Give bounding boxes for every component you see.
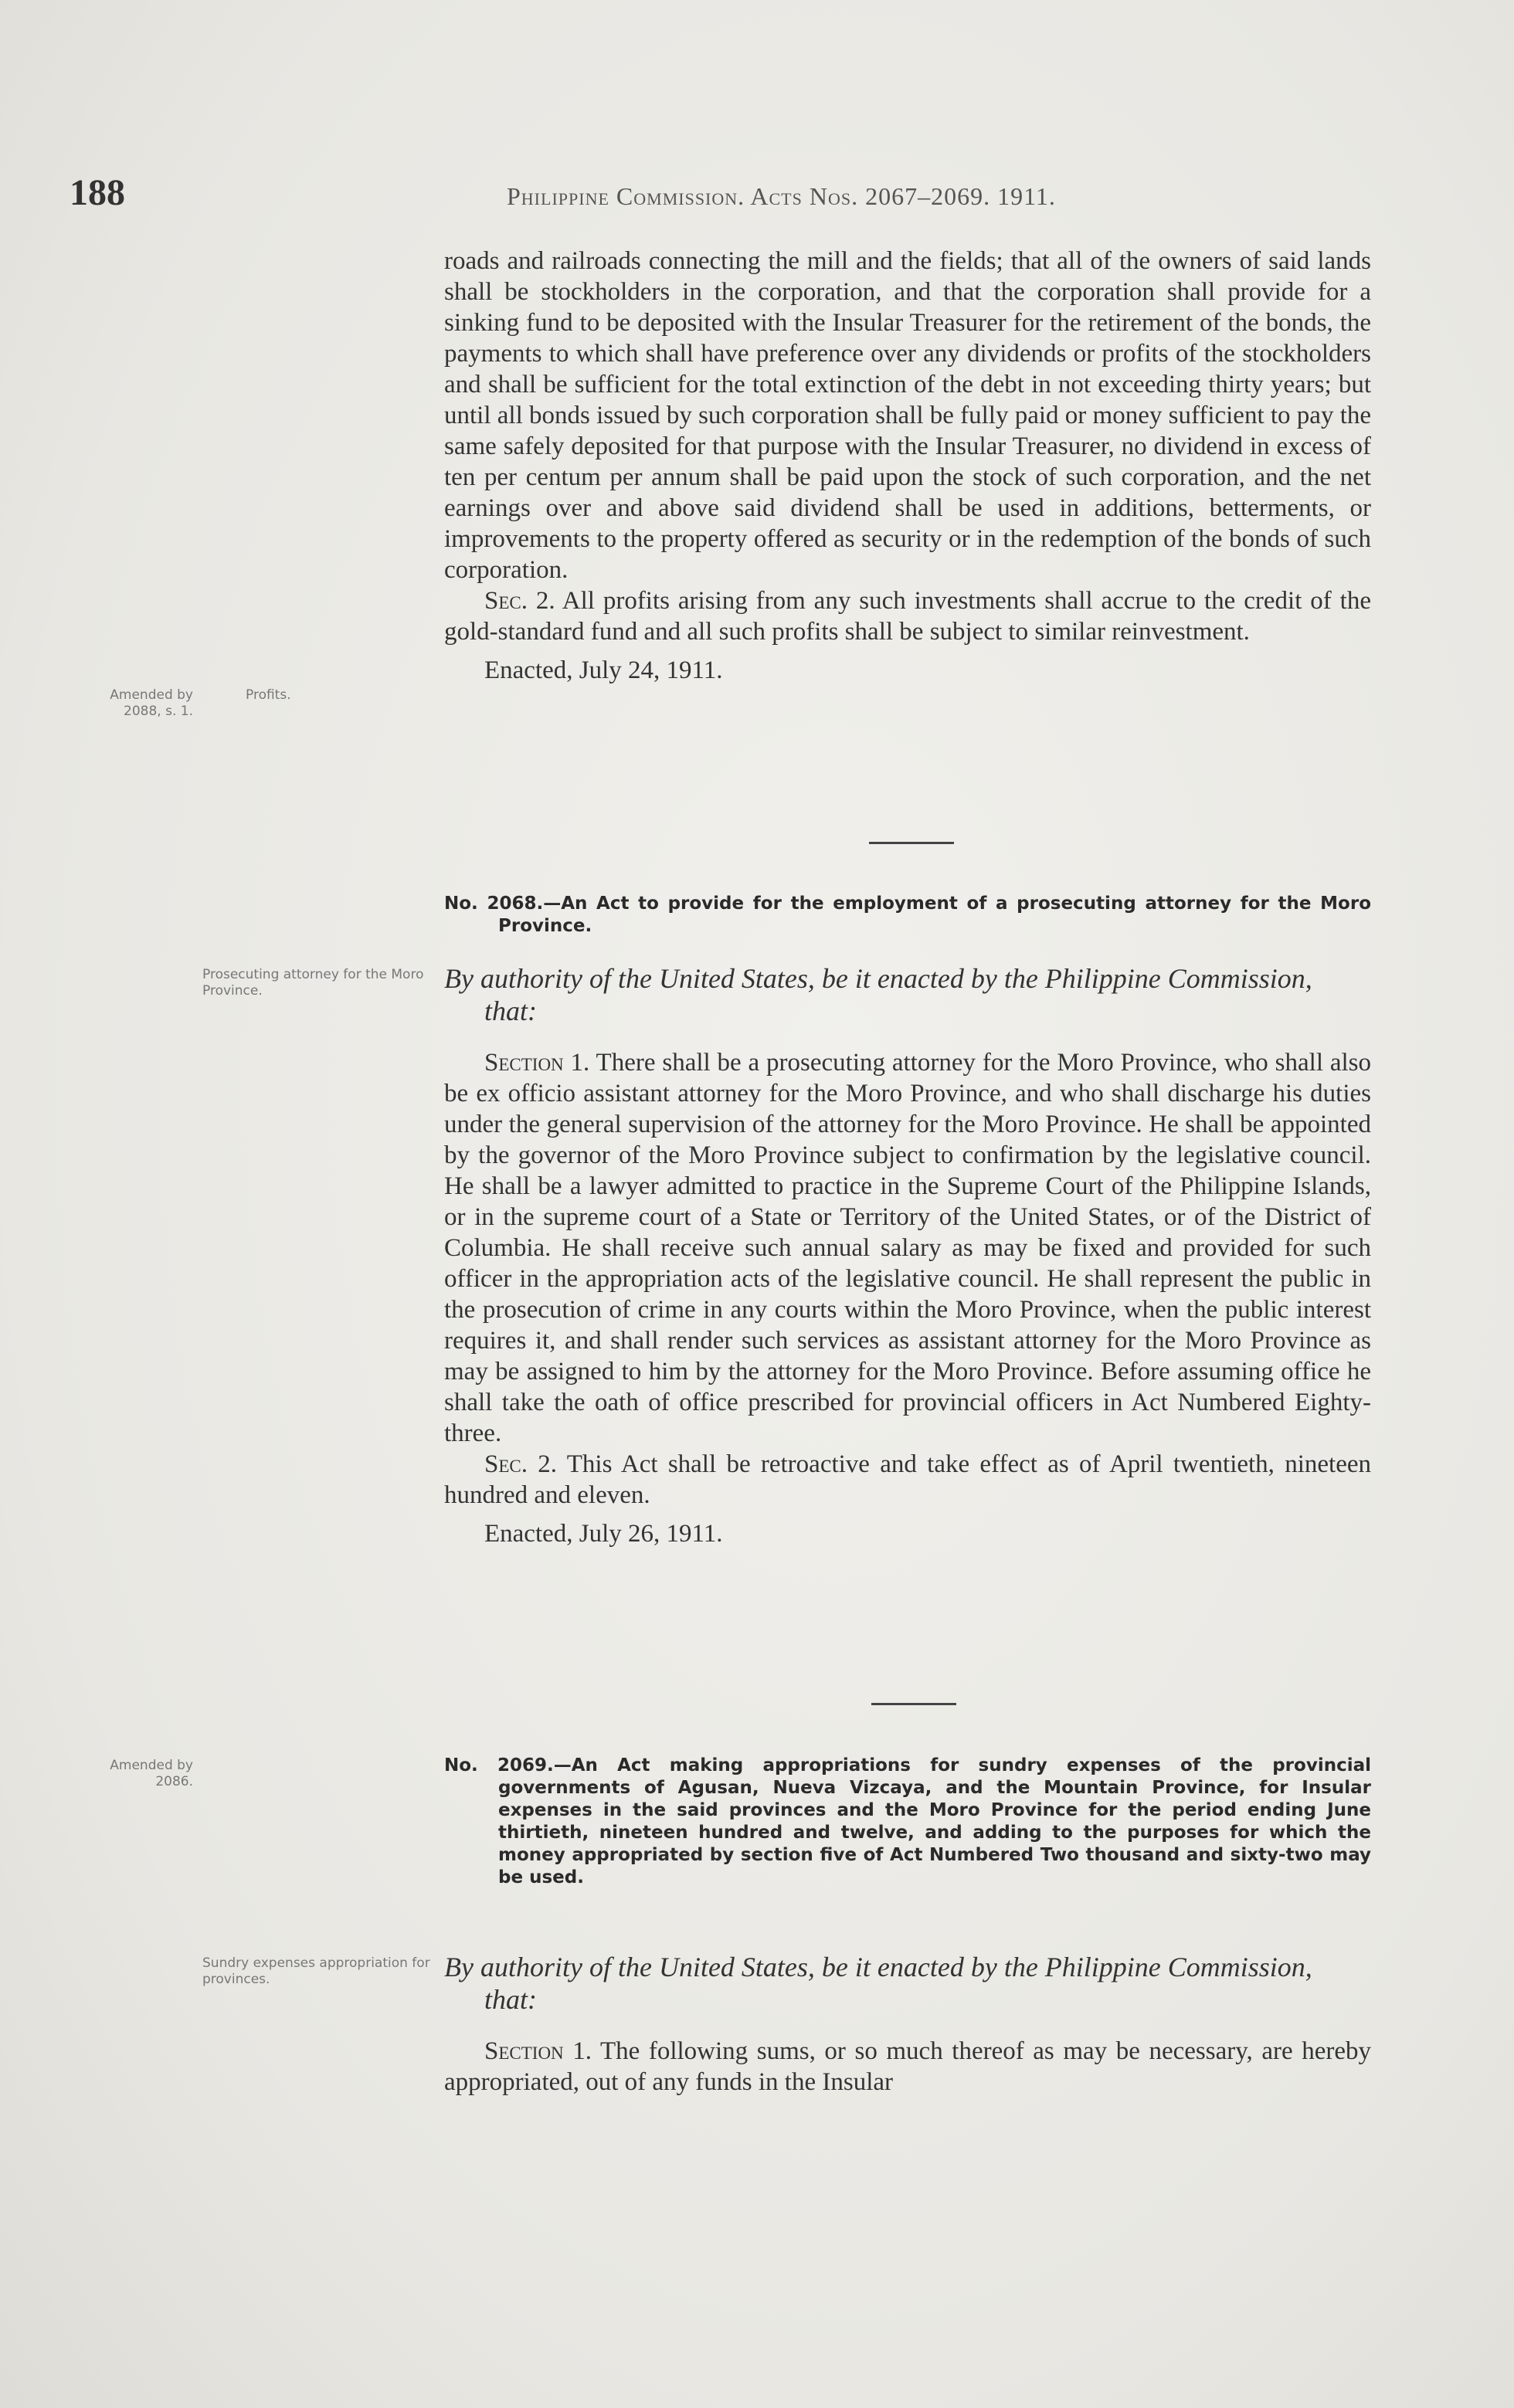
act-2067-section-2 [444, 585, 1371, 647]
section-divider [871, 1703, 956, 1705]
act-2068-enacting-clause: By authority of the United States, be it enacted by the Philippine Commission, that: [444, 963, 1312, 1026]
act-2069-section-1 [444, 2036, 1371, 2098]
section-label: Sec. 2. [484, 1450, 558, 1478]
margin-note-amended-2088: Amended by 2088, s. 1. [110, 687, 193, 719]
section-label: Section 1. [484, 2037, 592, 2065]
act-2069-title: No. 2069.—An Act making appropriations for sundry expenses of the provincial governments of Agusan, Nueva Vizcaya, and the Mountain Province, for Insular expenses in the said provinces and the Moro Province for the period ending June thirtieth, nineteen hundred and twelve, and adding to the purposes for which the money appropriated by section five of Act Numbered Two thousand and sixty-two may be used. [444, 1755, 1371, 1887]
page-number: 188 [70, 172, 125, 213]
act-2068-title: No. 2068.—An Act to provide for the employment of a prosecuting attorney for the Moro Province. [444, 894, 1371, 936]
margin-note-sundry-expenses: Sundry expenses appropriation for provinces. [202, 1955, 430, 1987]
act-2067-enacted: Enacted, July 24, 1911. [484, 656, 723, 684]
act-2069-body [444, 2036, 1371, 2098]
section-text: There shall be a prosecuting attorney for the Moro Province, who shall also be ex officio assistant attorney for the Moro Province, and who shall discharge his duties under the general supervision of the attorney for the Moro Province. He shall be appointed by the governor of the Moro Province subject to confirmation by the legislative council. He shall be a lawyer admitted to practice in the Supreme Court of the Philippine Islands, or in the supreme court of a State or Territory of the United States, or of the District of Columbia. He shall receive such annual salary as may be fixed and provided for such officer in the appropriation acts of the legislative council. He shall represent the public in the prosecution of crime in any courts within the Moro Province, when the public interest requires it, and shall render such services as assistant attorney for the Moro Province as may be assigned to him by the attorney for the Moro Province. Before assuming office he shall take the oath of office prescribed for provincial officers in Act Numbered Eighty-three. [444, 1049, 1371, 1447]
act-2067-paragraph: roads and railroads connecting the mill and the fields; that all of the owners of said lands shall be stockholders in the corporation, and that the corporation shall provide for a sinking fund to be deposited with the Insular Treasurer for the retirement of the bonds, the payments to which shall have preference over any dividends or profits of the stockholders and shall be sufficient for the total extinction of the debt in not exceeding thirty years; but until all bonds issued by such corporation shall be fully paid or money sufficient to pay the same safely deposited for that purpose with the Insular Treasurer, no dividend in excess of ten per centum per annum shall be paid upon the stock of such corporation, and the net earnings over and above said dividend shall be used in additions, betterments, or improvements to the property offered as security or in the redemption of the bonds of such corporation. [444, 247, 1372, 584]
margin-note-prosecuting-attorney: Prosecuting attorney for the Moro Province. [202, 967, 424, 999]
act-2068-section-1 [444, 1047, 1371, 1449]
act-2068-enacted: Enacted, July 26, 1911. [484, 1520, 723, 1548]
page-header [70, 171, 1375, 218]
section-text: The following sums, or so much thereof as may be necessary, are hereby appropriated, out of any funds in the Insular [444, 2037, 1372, 2096]
section-text: All profits arising from any such investments shall accrue to the credit of the gold-standard fund and all such profits shall be subject to similar reinvestment. [444, 587, 1371, 646]
running-head: Philippine Commission. Acts Nos. 2067–2069. 1911. [507, 182, 1056, 210]
act-2068-section-2 [444, 1449, 1371, 1511]
act-2068-body [444, 1047, 1371, 1549]
section-label: Sec. 2. [484, 587, 555, 615]
section-divider [869, 842, 954, 844]
act-2069-enacting-clause: By authority of the United States, be it enacted by the Philippine Commission, that: [444, 1952, 1312, 2015]
section-text: This Act shall be retroactive and take effect as of April twentieth, nineteen hundred and eleven. [444, 1450, 1372, 1509]
margin-note-profits: Profits. [246, 687, 291, 703]
section-label: Section 1. [484, 1049, 590, 1077]
margin-note-amended-2086: Amended by 2086. [110, 1758, 193, 1789]
act-2067-continuation [444, 246, 1371, 686]
